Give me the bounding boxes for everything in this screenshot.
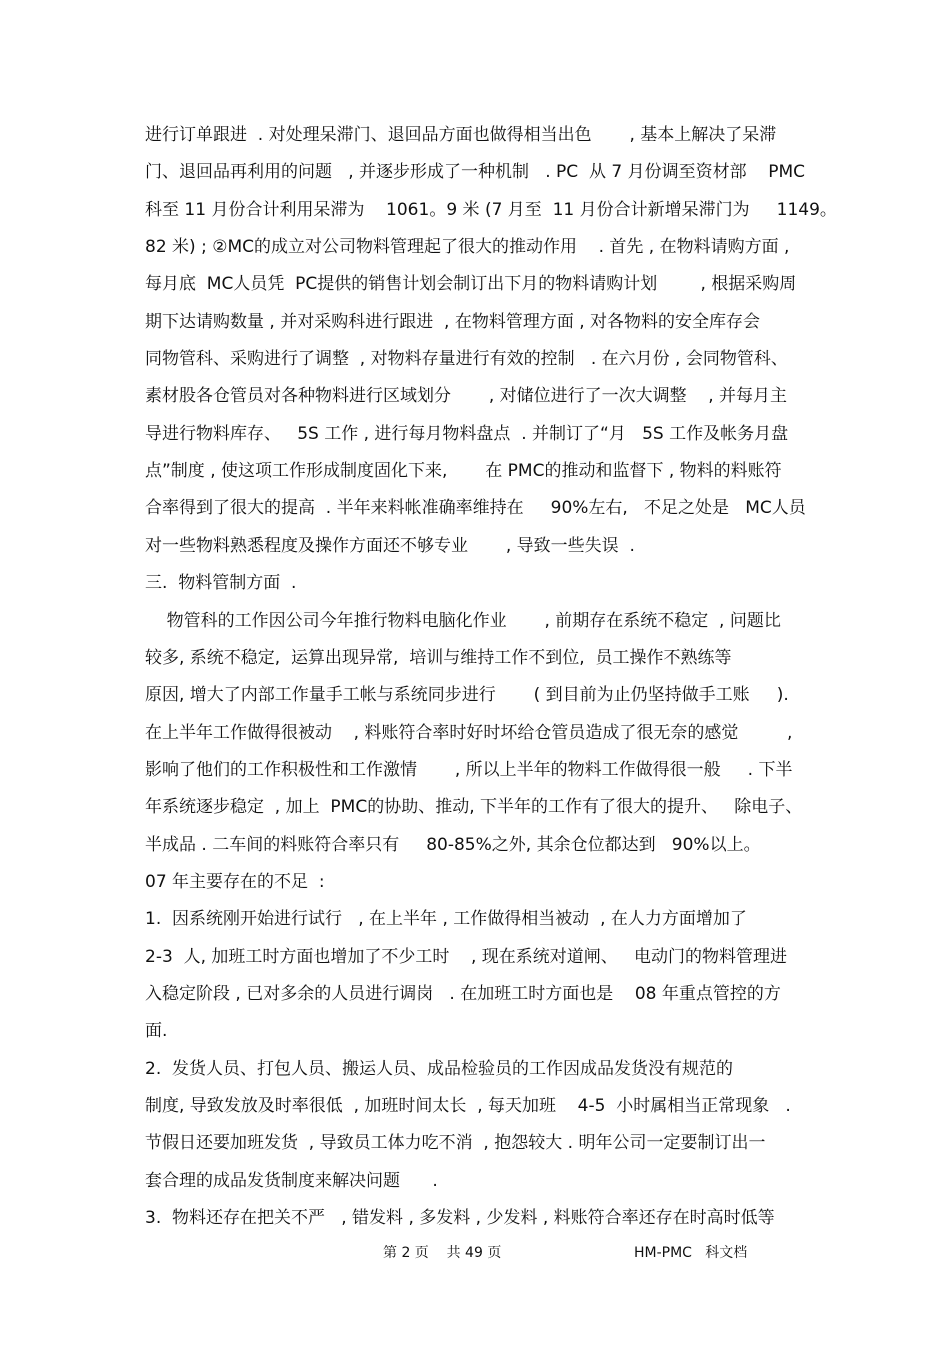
body-line: 点”制度 , 使这项工作形成制度固化下来, 在 PMC的推动和监督下 , 物料的料账符 [145, 461, 782, 481]
body-line: 套合理的成品发货制度来解决问题 . [145, 1171, 438, 1191]
body-line: 半成品 . 二车间的料账符合率只有 80-85%之外, 其余仓位都达到 90%以上。 [145, 835, 761, 855]
body-line: 原因, 增大了内部工作量手工帐与系统同步进行 ( 到目前为止仍坚持做手工账 ). [145, 685, 789, 705]
body-line: 年系统逐步稳定 , 加上 PMC的协助、推动, 下半年的工作有了很大的提升、 除电子、 [145, 797, 803, 817]
body-line: 素材股各仓管员对各种物料进行区域划分 , 对储位进行了一次大调整 , 并每月主 [145, 386, 788, 406]
body-line: 82 米) ; ②MC的成立对公司物料管理起了很大的推动作用 . 首先 , 在物料请购方面 , [145, 237, 790, 257]
body-line: 节假日还要加班发货 , 导致员工体力吃不消 , 抱怨较大 . 明年公司一定要制订出一 [145, 1133, 766, 1153]
body-line: 物管科的工作因公司今年推行物料电脑化作业 , 前期存在系统不稳定 , 问题比 [145, 611, 781, 631]
body-line: 同物管科、采购进行了调整 , 对物料存量进行有效的控制 . 在六月份 , 会同物管科、 [145, 349, 788, 369]
body-line: 入稳定阶段 , 已对多余的人员进行调岗 . 在加班工时方面也是 08 年重点管控的方 [145, 984, 781, 1004]
body-line: 较多, 系统不稳定, 运算出现异常, 培训与维持工作不到位, 员工操作不熟练等 [145, 648, 732, 668]
body-line: 进行订单跟进 . 对处理呆滞门、退回品方面也做得相当出色 , 基本上解决了呆滞 [145, 125, 777, 145]
body-line: 期下达请购数量 , 并对采购科进行跟进 , 在物料管理方面 , 对各物料的安全库存会 [145, 312, 761, 332]
body-line: 在上半年工作做得很被动 , 料账符合率时好时坏给仓管员造成了很无奈的感觉 , [145, 723, 793, 743]
list-item: 3. 物料还存在把关不严 , 错发料 , 多发料 , 少发料 , 料账符合率还存在时高时低等 [145, 1208, 775, 1228]
body-line: 制度, 导致发放及时率很低 , 加班时间太长 , 每天加班 4-5 小时属相当正常现象 . [145, 1096, 791, 1116]
list-item: 2. 发货人员、打包人员、搬运人员、成品检验员的工作因成品发货没有规范的 [145, 1059, 734, 1079]
body-line: 2-3 人, 加班工时方面也增加了不少工时 , 现在系统对道闸、 电动门的物料管理进 [145, 947, 788, 967]
body-line: 影响了他们的工作积极性和工作激情 , 所以上半年的物料工作做得很一般 . 下半 [145, 760, 793, 780]
section-heading: 三. 物料管制方面 . [145, 573, 297, 593]
list-item: 1. 因系统刚开始进行试行 , 在上半年 , 工作做得相当被动 , 在人力方面增加了 [145, 909, 747, 929]
section-heading: 07 年主要存在的不足 : [145, 872, 325, 892]
body-line: 每月底 MC人员凭 PC提供的销售计划会制订出下月的物料请购计划 , 根据采购周 [145, 274, 797, 294]
body-line: 科至 11 月份合计利用呆滞为 1061。9 米 (7 月至 11 月份合计新增呆滞门为 1149。 [145, 200, 837, 220]
body-line: 门、退回品再利用的问题 , 并逐步形成了一种机制 . PC 从 7 月份调至资材部 PMC [145, 162, 805, 182]
footer-page-number: 第 2 页 共 49 页 [383, 1245, 502, 1261]
body-line: 对一些物料熟悉程度及操作方面还不够专业 , 导致一些失误 . [145, 536, 635, 556]
body-line: 合率得到了很大的提高 . 半年来料帐准确率维持在 90%左右, 不足之处是 MC人员 [145, 498, 806, 518]
body-line: 导进行物料库存、 5S 工作 , 进行每月物料盘点 . 并制订了“月 5S 工作及帐务月盘 [145, 424, 789, 444]
body-line: 面. [145, 1021, 168, 1041]
footer-doc-label: HM-PMC 科文档 [634, 1245, 748, 1261]
